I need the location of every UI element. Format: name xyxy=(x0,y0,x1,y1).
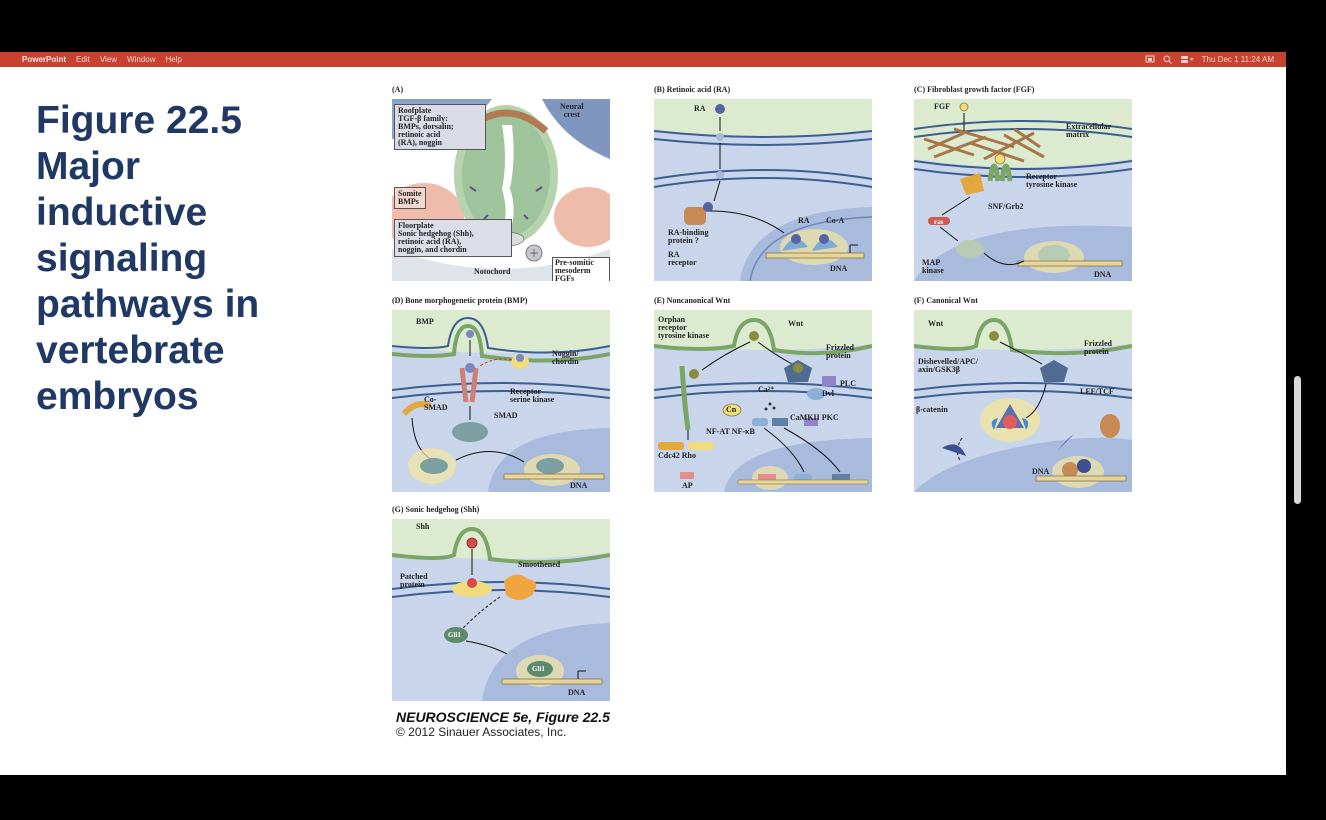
panel-d-title: (D) Bone morphogenetic protein (BMP) xyxy=(392,296,528,305)
menubar-clock[interactable]: Thu Dec 1 11:24 AM xyxy=(1201,55,1274,64)
ras-label: ras xyxy=(934,218,944,226)
panel-e-title: (E) Noncanonical Wnt xyxy=(654,296,731,305)
shh-label: Shh xyxy=(416,522,430,531)
menu-edit[interactable]: Edit xyxy=(76,55,90,64)
ap-label: AP xyxy=(682,481,693,490)
panel-e-noncanonical-wnt xyxy=(654,296,872,492)
menubar xyxy=(0,52,1286,67)
plc-label: PLC xyxy=(840,379,856,388)
panel-b-title: (B) Retinoic acid (RA) xyxy=(654,85,731,94)
cdc42-rho-label: Cdc42 Rho xyxy=(658,451,697,460)
neural-crest-label: Neural crest xyxy=(560,102,584,119)
ra-receptor-label: RA receptor xyxy=(668,250,697,267)
notochord-label: Notochord xyxy=(474,267,511,276)
patched-protein-label: Patched protein xyxy=(400,572,428,589)
fgf-dna-label: DNA xyxy=(1094,270,1112,279)
panel-c-fgf xyxy=(914,85,1132,281)
panel-d-bmp xyxy=(392,296,610,492)
ra-label: RA xyxy=(798,216,810,225)
extracellular-matrix-label: Extracellular matrix xyxy=(1066,122,1112,139)
orphan-receptor-label: Orphan receptor tyrosine kinase xyxy=(658,315,710,340)
menu-window[interactable]: Window xyxy=(127,55,156,64)
fgf-label: FGF xyxy=(934,102,950,111)
gli1-cytoplasm-label: Gli1 xyxy=(448,631,461,639)
menubar-status-area xyxy=(1145,52,1274,67)
beta-catenin-label: β-catenin xyxy=(916,405,948,414)
dvl-label: Dvl xyxy=(822,389,834,398)
co-smad-label: Co- SMAD xyxy=(424,395,448,412)
figure-22-5 xyxy=(388,85,1148,715)
ra-extracellular-label: RA xyxy=(694,104,706,113)
search-icon[interactable] xyxy=(1163,55,1172,64)
smad-label: SMAD xyxy=(494,411,518,420)
screen-mirror-icon[interactable] xyxy=(1145,55,1155,64)
panel-g-sonic-hedgehog xyxy=(392,505,610,701)
co-a-label: Co-A xyxy=(826,216,845,225)
menu-app-name[interactable]: PowerPoint xyxy=(22,55,67,64)
noggin-chordin-label: Noggin/ chordin xyxy=(552,349,579,366)
figure-caption-source: NEUROSCIENCE 5e, Figure 22.5 xyxy=(396,709,610,725)
bmp-dna-label: DNA xyxy=(570,481,588,490)
panel-c-title: (C) Fibroblast growth factor (FGF) xyxy=(914,85,1035,94)
wnt-canonical-label: Wnt xyxy=(928,319,944,328)
slide-canvas xyxy=(0,67,1286,775)
canonical-wnt-illustration xyxy=(914,310,1132,492)
map-kinase-label: MAP kinase xyxy=(922,258,944,275)
wnt-noncanonical-label: Wnt xyxy=(788,319,804,328)
shh-dna-label: DNA xyxy=(568,688,586,697)
canonical-dna-label: DNA xyxy=(1032,467,1050,476)
frizzled-canonical-label: Frizzled protein xyxy=(1084,339,1112,356)
panel-g-title: (G) Sonic hedgehog (Shh) xyxy=(392,505,480,514)
receptor-serine-kinase-label: Receptor serine kinase xyxy=(510,387,555,404)
dishevelled-label: Dishevelled/APC/ axin/GSK3β xyxy=(918,357,978,374)
ra-dna-label: DNA xyxy=(830,264,848,273)
floorplate-callout: Floorplate Sonic hedgehog (Shh), retinoic acid (RA), noggin, and chordin xyxy=(394,219,512,257)
panel-a-neural-tube xyxy=(392,85,610,281)
panel-a-title: (A) xyxy=(392,85,404,94)
cn-label: Cn xyxy=(726,405,737,414)
bmp-label: BMP xyxy=(416,317,434,326)
receptor-tyrosine-kinase-label: Receptor tyrosine kinase xyxy=(1026,172,1078,189)
frizzled-noncanonical-label: Frizzled protein xyxy=(826,343,854,360)
somite-callout: Somite BMPs xyxy=(394,187,426,209)
roofplate-callout: Roofplate TGF-β family: BMPs, dorsalin; retinoic acid (RA), noggin xyxy=(394,104,486,150)
panel-b-retinoic-acid xyxy=(654,85,872,281)
figure-caption-copyright: © 2012 Sinauer Associates, Inc. xyxy=(396,725,567,739)
slide-title: Figure 22.5 Major inductive signaling pathways in vertebrate embryos xyxy=(36,99,260,418)
camkii-pkc-label: CaMKII PKC xyxy=(790,413,839,422)
gli1-nucleus-label: Gli1 xyxy=(532,665,545,673)
presomitic-callout: Pre-somitic mesoderm FGFs xyxy=(552,257,610,281)
control-center-icon[interactable] xyxy=(1180,55,1194,64)
vertical-scrollbar[interactable] xyxy=(1294,376,1301,504)
panel-f-title: (F) Canonical Wnt xyxy=(914,296,978,305)
smoothened-label: Smoothened xyxy=(518,560,561,569)
panel-f-canonical-wnt xyxy=(914,296,1132,492)
shh-pathway-illustration xyxy=(392,519,610,701)
snf-grb2-label: SNF/Grb2 xyxy=(988,202,1024,211)
calcium-label: Ca²⁺ xyxy=(758,385,775,394)
nf-at-nf-kb-label: NF-AT NF-κB xyxy=(706,427,755,436)
menu-help[interactable]: Help xyxy=(165,55,182,64)
menu-view[interactable]: View xyxy=(99,55,118,64)
ra-binding-protein-label: RA-binding protein ? xyxy=(668,228,709,245)
lef-tcf-label: LEF/TCF xyxy=(1080,387,1114,396)
